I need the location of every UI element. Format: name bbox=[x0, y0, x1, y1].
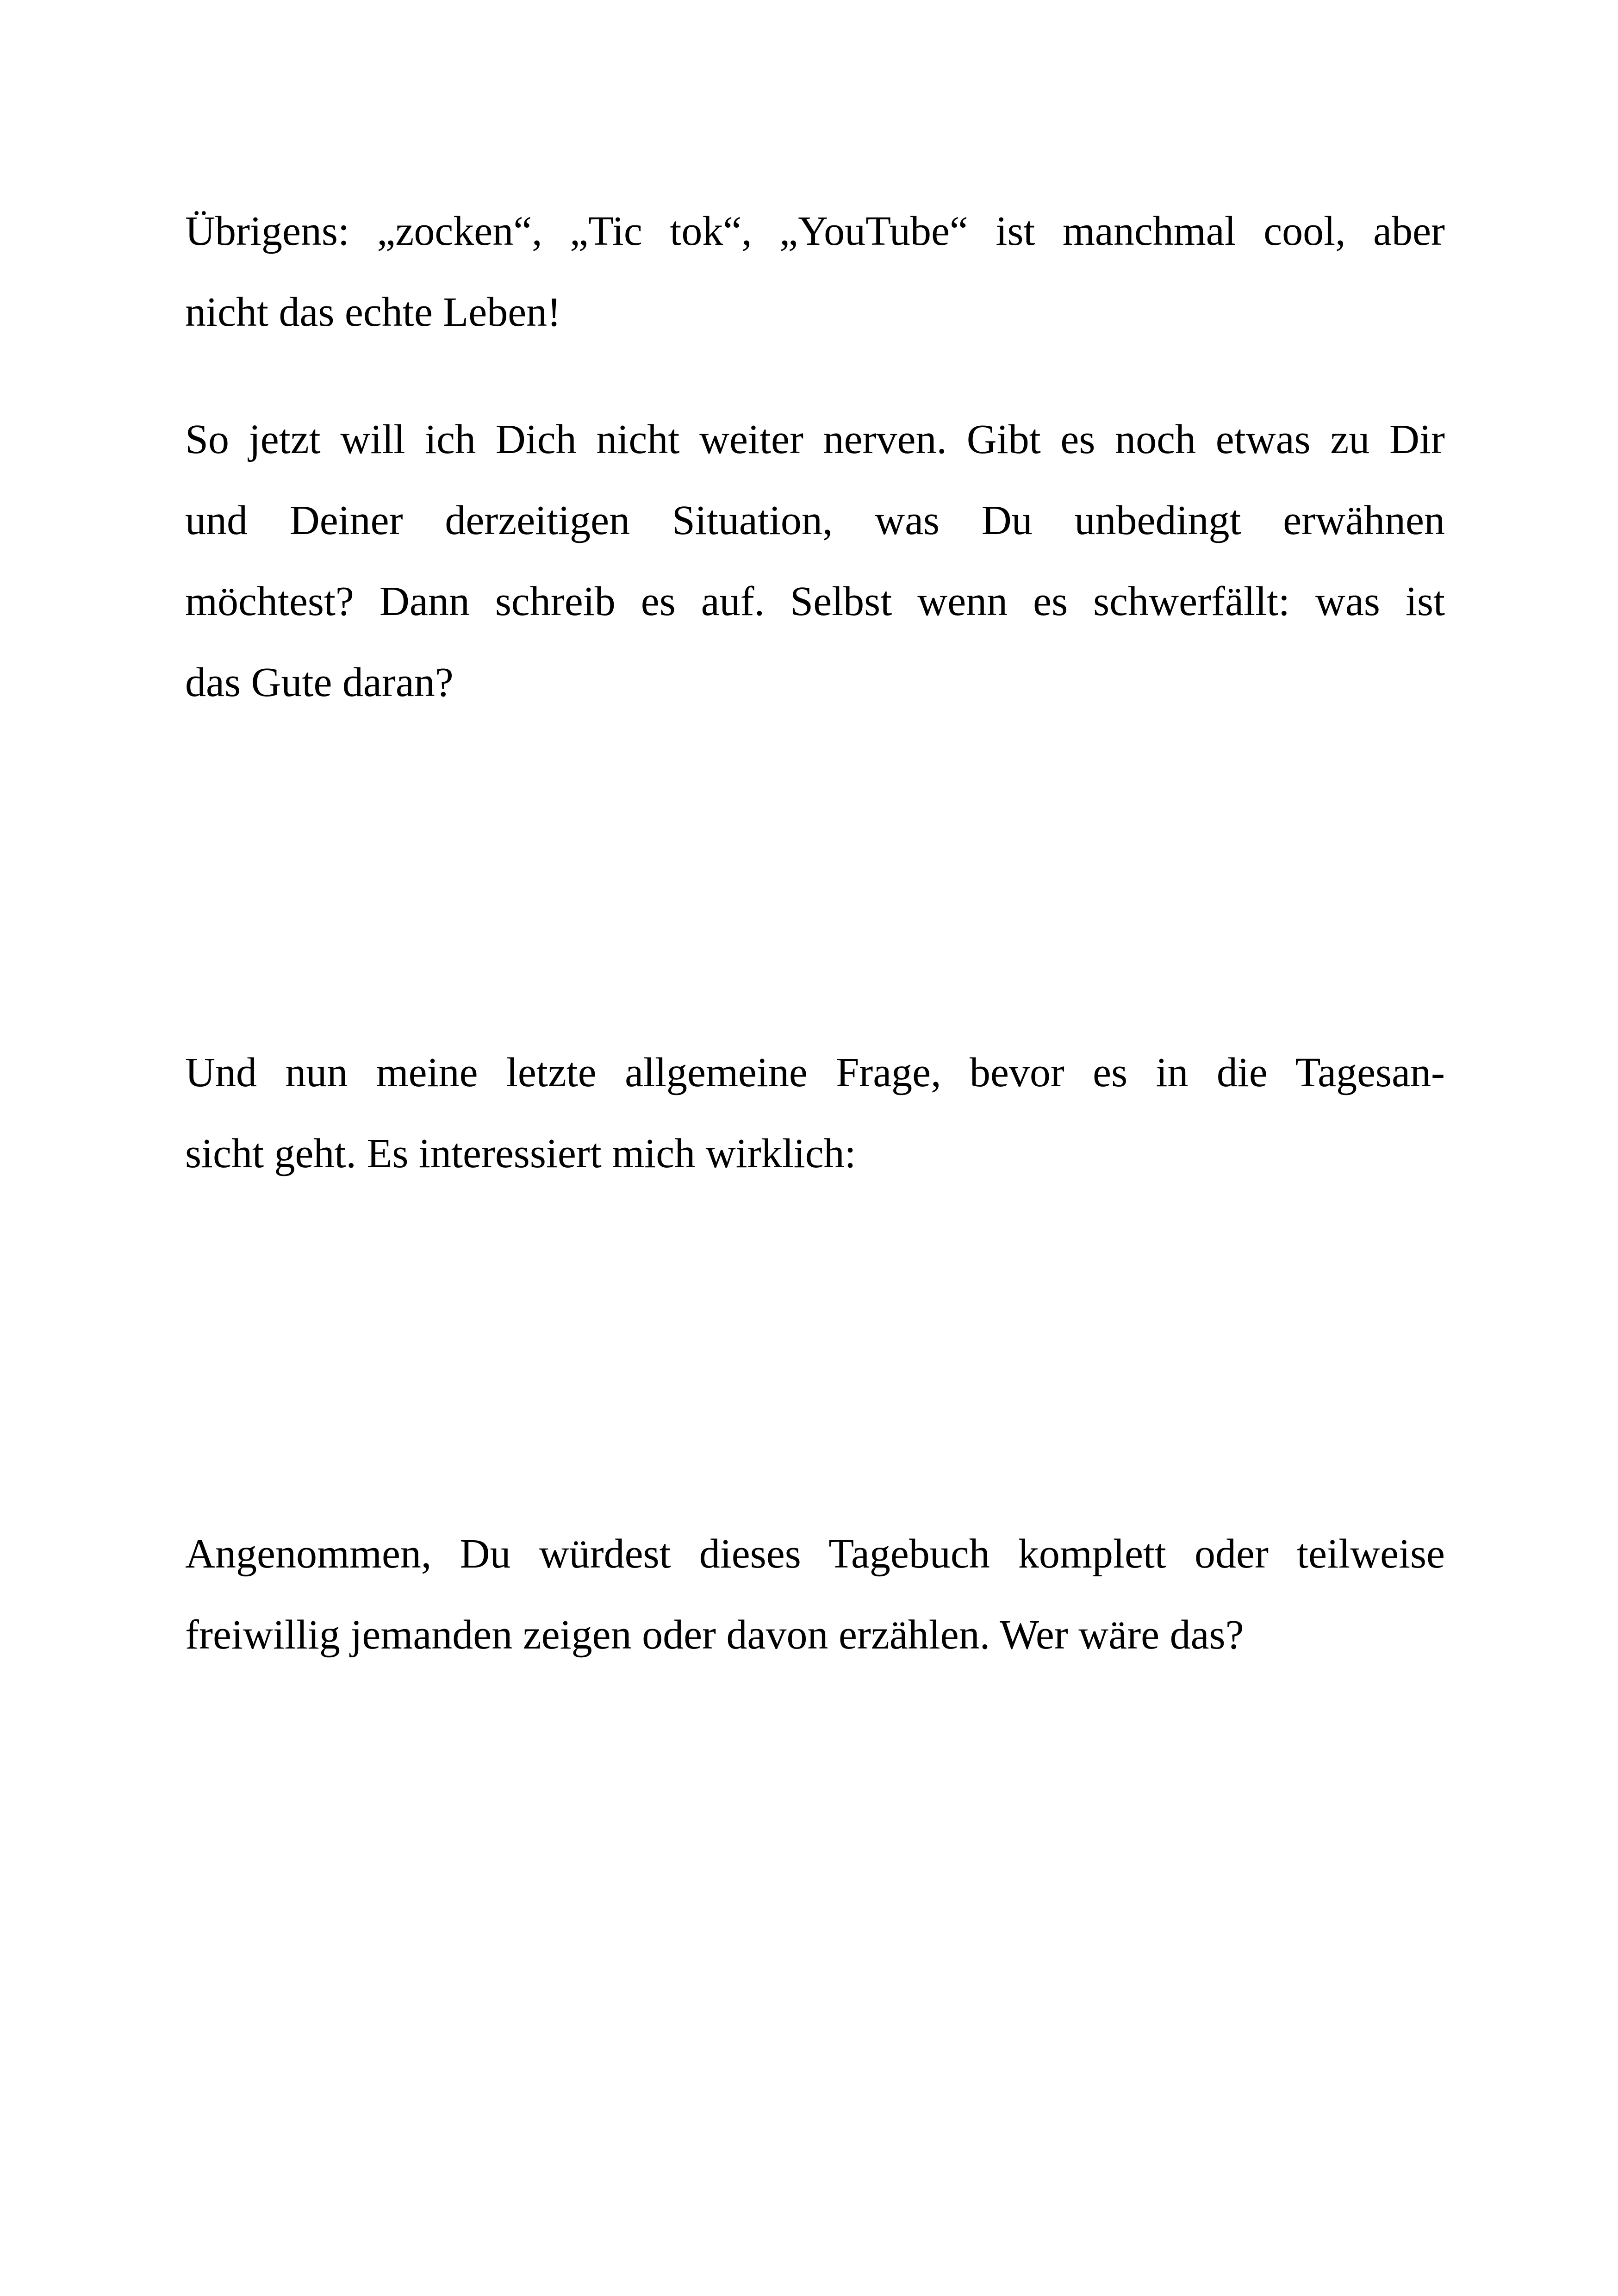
paragraph-gaming-note bbox=[185, 191, 1445, 353]
text-line: sicht geht. Es interessiert mich wirklich: bbox=[185, 1131, 856, 1176]
text-line: freiwillig jemanden zeigen oder davon erzählen. Wer wäre das? bbox=[185, 1612, 1244, 1658]
text-line: Angenommen, Du würdest dieses Tagebuch komplett oder teilweise bbox=[185, 1531, 1445, 1577]
text-line: das Gute daran? bbox=[185, 660, 454, 705]
text-line: So jetzt will ich Dich nicht weiter nerven. Gibt es noch etwas zu Dir bbox=[185, 417, 1445, 462]
text-line: und Deiner derzeitigen Situation, was Du unbedingt erwähnen bbox=[185, 498, 1445, 543]
text-line: möchtest? Dann schreib es auf. Selbst wenn es schwerfällt: was ist bbox=[185, 579, 1445, 624]
paragraph-share-diary-question bbox=[185, 1513, 1445, 1675]
paragraph-situation-question bbox=[185, 399, 1445, 723]
paragraph-last-question-intro bbox=[185, 1032, 1445, 1194]
text-line: Und nun meine letzte allgemeine Frage, bevor es in die Tagesan- bbox=[185, 1050, 1445, 1095]
text-line: Übrigens: „zocken“, „Tic tok“, „YouTube“ ist manchmal cool, aber bbox=[185, 208, 1445, 254]
text-line: nicht das echte Leben! bbox=[185, 289, 561, 335]
